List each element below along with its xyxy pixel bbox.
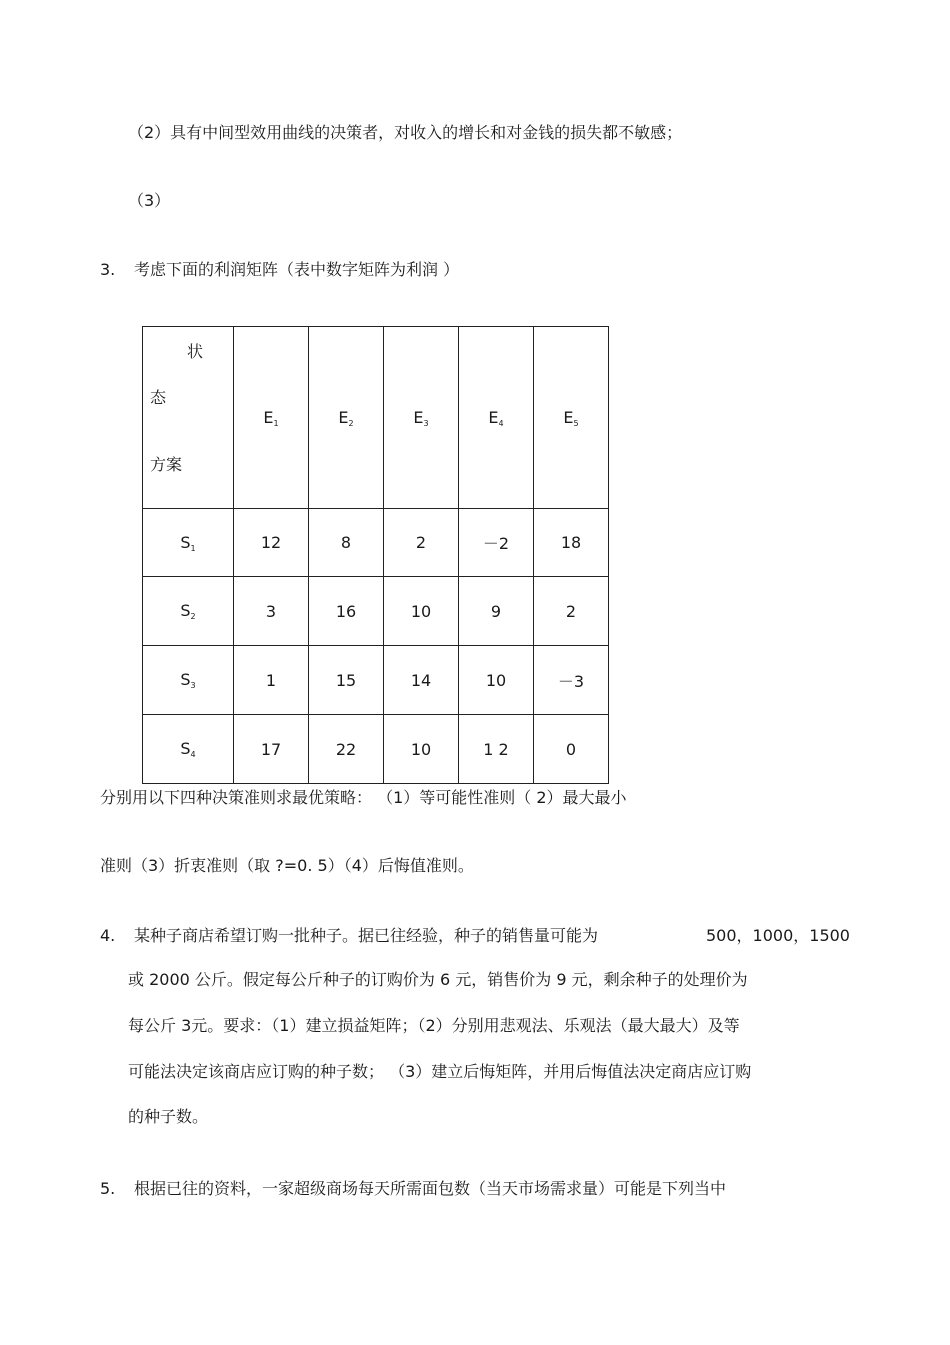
header-state-label-2: 态: [150, 388, 167, 407]
question-4-sales-values: 500，1000，1500: [706, 926, 850, 945]
table-row: [143, 646, 609, 715]
table-cell: 10: [384, 577, 459, 646]
col-header-e4: $E_4$: [459, 327, 534, 509]
question-3-number: 3.: [100, 260, 116, 279]
table-cell: 8: [309, 509, 384, 577]
row-header-s3: $S_3$: [143, 646, 234, 715]
table-row: [143, 577, 609, 646]
col-header-e1: $E_1$: [234, 327, 309, 509]
row-header-s2: $S_2$: [143, 577, 234, 646]
profit-matrix-table: [142, 326, 609, 784]
table-cell: 17: [234, 715, 309, 784]
table-cell: －3: [534, 646, 609, 715]
table-cell: 3: [234, 577, 309, 646]
instructions-line-1: 分别用以下四种决策准则求最优策略： （1）等可能性准则（ 2）最大最小: [100, 788, 627, 807]
text-line-item-3: （3）: [128, 191, 171, 210]
row-header-s1: $S_1$: [143, 509, 234, 577]
table-corner-cell: [143, 327, 234, 509]
question-5-text: 根据已往的资料，一家超级商场每天所需面包数（当天市场需求量）可能是下列当中: [134, 1179, 727, 1198]
question-4-line-2: 或 2000 公斤。假定每公斤种子的订购价为 6 元，销售价为 9 元，剩余种子的处理价为: [128, 970, 748, 989]
col-header-e5: $E_5$: [534, 327, 609, 509]
table-cell: 10: [384, 715, 459, 784]
table-cell: 9: [459, 577, 534, 646]
question-4-number: 4.: [100, 926, 116, 945]
table-cell: 16: [309, 577, 384, 646]
instructions-line-2: 准则（3）折衷准则（取 ?=0. 5）（4）后悔值准则。: [100, 856, 474, 875]
table-cell: 18: [534, 509, 609, 577]
question-4-line-4: 可能法决定该商店应订购的种子数； （3）建立后悔矩阵，并用后悔值法决定商店应订购: [128, 1062, 752, 1081]
table-cell: 2: [384, 509, 459, 577]
table-row: [143, 715, 609, 784]
table-cell: 0: [534, 715, 609, 784]
table-header-row: [143, 327, 609, 509]
question-3-text: 考虑下面的利润矩阵（表中数字矩阵为利润 ）: [134, 260, 460, 279]
table-cell: 10: [459, 646, 534, 715]
question-4-line-5: 的种子数。: [128, 1107, 209, 1126]
table-cell: 1 2: [459, 715, 534, 784]
text-line-item-2: （2）具有中间型效用曲线的决策者，对收入的增长和对金钱的损失都不敏感；: [128, 123, 683, 142]
table-cell: 22: [309, 715, 384, 784]
header-state-label: 状: [187, 342, 204, 361]
col-header-e3: $E_3$: [384, 327, 459, 509]
table-cell: 2: [534, 577, 609, 646]
table-cell: －2: [459, 509, 534, 577]
question-4-line-1: 某种子商店希望订购一批种子。据已往经验，种子的销售量可能为: [134, 926, 599, 945]
table-cell: 12: [234, 509, 309, 577]
question-5-number: 5.: [100, 1179, 116, 1198]
question-4-line-3: 每公斤 3元。要求：（1）建立损益矩阵；（2）分别用悲观法、乐观法（最大最大）及等: [128, 1016, 740, 1035]
table-cell: 15: [309, 646, 384, 715]
header-plan-label: 方案: [150, 455, 183, 474]
table-cell: 14: [384, 646, 459, 715]
col-header-e2: $E_2$: [309, 327, 384, 509]
table-cell: 1: [234, 646, 309, 715]
row-header-s4: $S_4$: [143, 715, 234, 784]
table-row: [143, 509, 609, 577]
